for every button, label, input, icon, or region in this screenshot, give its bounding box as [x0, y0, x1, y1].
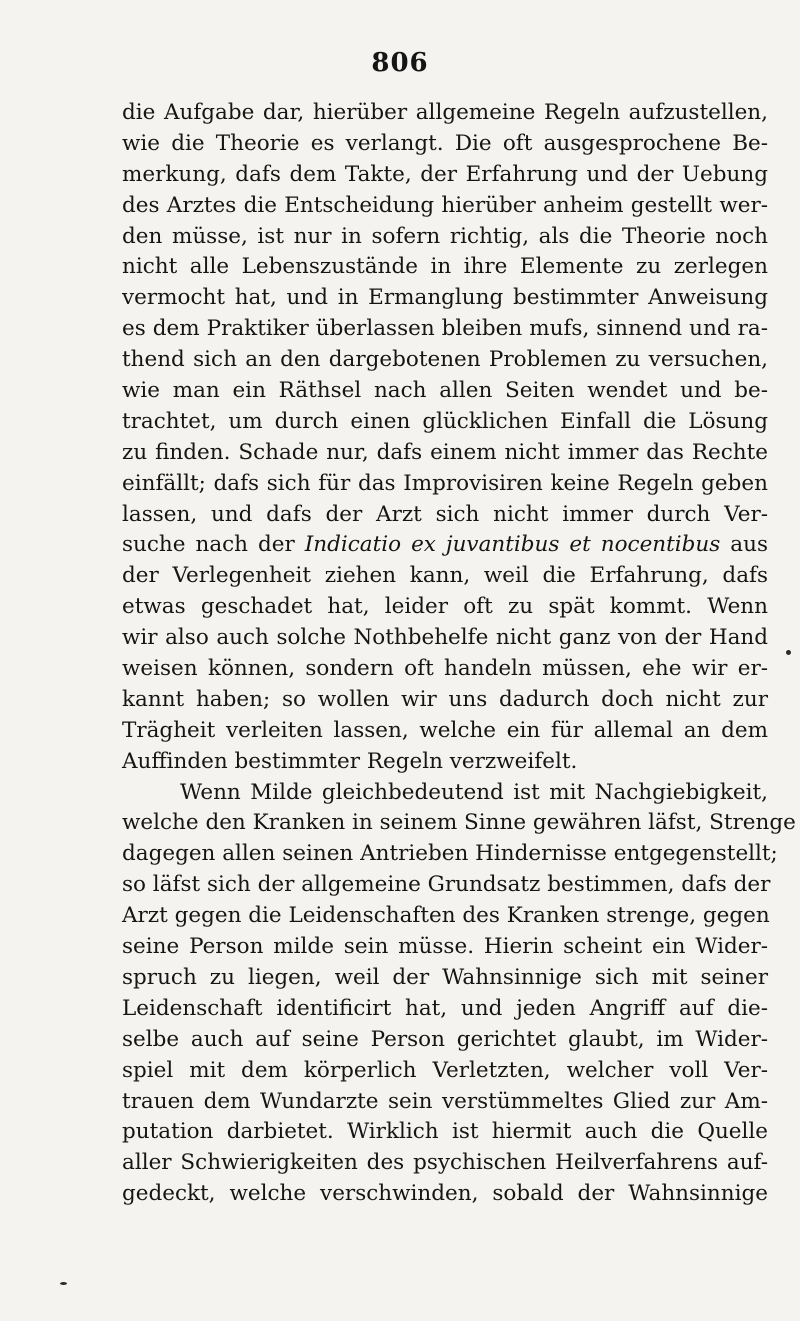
text-line: gedeckt, welche verschwinden, sobald der Wahnsinnige [122, 1181, 768, 1207]
text-line: spiel mit dem körperlich Verletzten, welcher voll Ver- [122, 1057, 768, 1083]
text-line: einfällt; dafs sich für das Improvisiren keine Regeln geben [122, 470, 768, 496]
text-line: vermocht hat, und in Ermanglung bestimmter Anweisung [122, 285, 768, 311]
text-line: trachtet, um durch einen glücklichen Einfall die Lösung [122, 408, 768, 434]
text-line: spruch zu liegen, weil der Wahnsinnige sich mit seiner [122, 964, 768, 990]
body-text [122, 98, 796, 1210]
text-line: Trägheit verleiten lassen, welche ein für allemal an dem [122, 717, 768, 743]
text-line: der Verlegenheit ziehen kann, weil die Erfahrung, dafs [122, 563, 768, 589]
text-line: weisen können, sondern oft handeln müssen, ehe wir er- [122, 656, 768, 682]
text-line: merkung, dafs dem Takte, der Erfahrung und der Uebung [122, 161, 768, 187]
page-number: 806 [371, 48, 429, 78]
text-line-with-latin [122, 530, 768, 561]
text-line: des Arztes die Entscheidung hierüber anheim gestellt wer- [122, 192, 768, 218]
paper-speck [60, 1282, 67, 1285]
text-line: Arzt gegen die Leidenschaften des Kranken strenge, gegen [122, 903, 770, 929]
text-segment: aus [720, 532, 768, 558]
paragraph-2 [122, 778, 796, 1210]
text-line: trauen dem Wundarzte sein verstümmeltes Glied zur Am- [122, 1088, 768, 1114]
text-line: selbe auch auf seine Person gerichtet glaubt, im Wider- [122, 1026, 768, 1052]
text-line: etwas geschadet hat, leider oft zu spät kommt. Wenn [122, 594, 768, 620]
text-line: dagegen allen seinen Antrieben Hindernisse entgegenstellt; [122, 841, 778, 867]
text-line: Auffinden bestimmter Regeln verzweifelt. [122, 748, 578, 774]
text-segment: suche nach der [122, 532, 305, 558]
paragraph-1 [122, 98, 768, 778]
text-line: lassen, und dafs der Arzt sich nicht immer durch Ver- [122, 501, 768, 527]
paper-speck [786, 650, 791, 655]
text-line: putation darbietet. Wirklich ist hiermit auch die Quelle [122, 1119, 768, 1145]
text-line: Leidenschaft identificirt hat, und jeden Angriff auf die- [122, 995, 768, 1021]
text-line: wie die Theorie es verlangt. Die oft ausgesprochene Be- [122, 130, 768, 156]
text-line: thend sich an den dargebotenen Problemen zu versuchen, [122, 347, 768, 373]
text-line: aller Schwierigkeiten des psychischen Heilverfahrens auf- [122, 1150, 768, 1176]
text-line: kannt haben; so wollen wir uns dadurch doch nicht zur [122, 686, 768, 712]
text-line: den müsse, ist nur in sofern richtig, als die Theorie noch [122, 223, 768, 249]
text-line: wir also auch solche Nothbehelfe nicht ganz von der Hand [122, 625, 768, 651]
text-line: welche den Kranken in seinem Sinne gewähren läfst, Strenge [122, 810, 796, 836]
text-line: wie man ein Räthsel nach allen Seiten wendet und be- [122, 378, 768, 404]
latin-phrase: Indicatio ex juvantibus et nocentibus [304, 532, 721, 558]
text-line: nicht alle Lebenszustände in ihre Elemente zu zerlegen [122, 254, 768, 280]
text-line: es dem Praktiker überlassen bleiben mufs, sinnend und ra- [122, 316, 768, 342]
text-line: so läfst sich der allgemeine Grundsatz bestimmen, dafs der [122, 872, 771, 898]
text-line: die Aufgabe dar, hierüber allgemeine Regeln aufzustellen, [122, 100, 768, 125]
text-line: seine Person milde sein müsse. Hierin scheint ein Wider- [122, 934, 768, 960]
text-line: zu finden. Schade nur, dafs einem nicht immer das Rechte [122, 439, 768, 465]
text-line: Wenn Milde gleichbedeutend ist mit Nachgiebigkeit, [180, 779, 768, 805]
